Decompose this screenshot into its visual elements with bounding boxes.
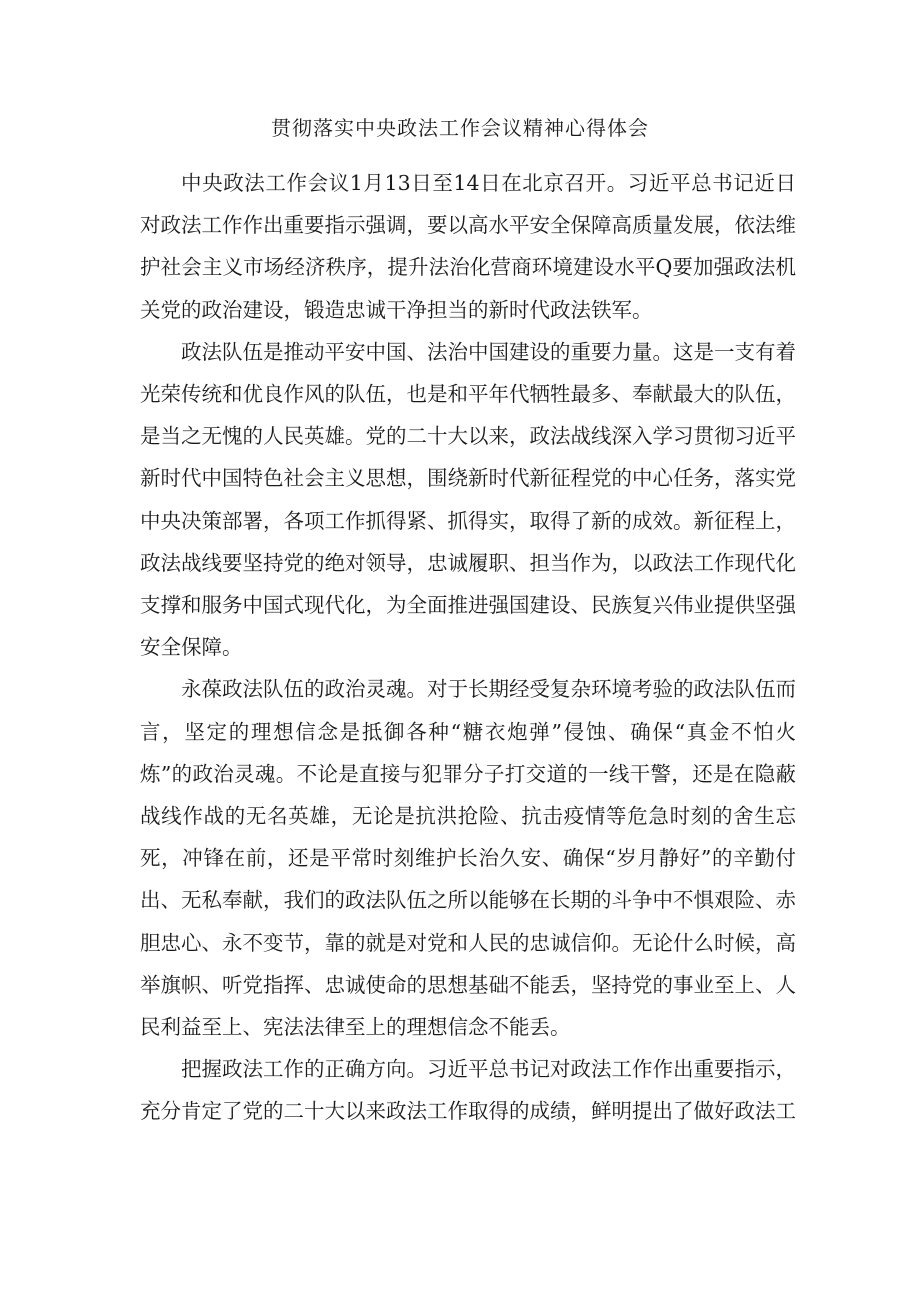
- paragraph-3: 永葆政法队伍的政治灵魂。对于长期经受复杂环境考验的政法队伍而言，坚定的理想信念是抵御各种“糖衣炮弹”侵蚀、确保“真金不怕火炼”的政治灵魂。不论是直接与犯罪分子打交道的一线干警，还是在隐蔽战线作战的无名英雄，无论是抗洪抢险、抗击疫情等危急时刻的舍生忘死，冲锋在前，还是平常时刻维护长治久安、确保“岁月静好”的辛勤付出、无私奉献，我们的政法队伍之所以能够在长期的斗争中不惧艰险、赤胆忠心、永不变节，靠的就是对党和人民的忠诚信仰。无论什么时候，高举旗帜、听党指挥、忠诚使命的思想基础不能丢，坚持党的事业至上、人民利益至上、宪法法律至上的理想信念不能丢。: [140, 677, 796, 1040]
- paragraph-1: 中央政法工作会议1月13日至14日在北京召开。习近平总书记近日对政法工作作出重要指示强调，要以高水平安全保障高质量发展，依法维护社会主义市场经济秩序，提升法治化营商环境建设水平Q要加强政法机关党的政治建设，锻造忠诚干净担当的新时代政法铁军。: [140, 171, 796, 322]
- document-body: [140, 162, 796, 1133]
- paragraph-2: 政法队伍是推动平安中国、法治中国建设的重要力量。这是一支有着光荣传统和优良作风的队伍，也是和平年代牺牲最多、奉献最大的队伍，是当之无愧的人民英雄。党的二十大以来，政法战线深入学习贯彻习近平新时代中国特色社会主义思想，围绕新时代新征程党的中心任务，落实党中央决策部署，各项工作抓得紧、抓得实，取得了新的成效。新征程上，政法战线要坚持党的绝对领导，忠诚履职、担当作为，以政法工作现代化支撑和服务中国式现代化，为全面推进强国建设、民族复兴伟业提供坚强安全保障。: [140, 339, 796, 660]
- paragraph-4: 把握政法工作的正确方向。习近平总书记对政法工作作出重要指示，充分肯定了党的二十大以来政法工作取得的成绩，鲜明提出了做好政法工: [140, 1057, 796, 1124]
- document-title: 贯彻落实中央政法工作会议精神心得体会: [271, 116, 649, 140]
